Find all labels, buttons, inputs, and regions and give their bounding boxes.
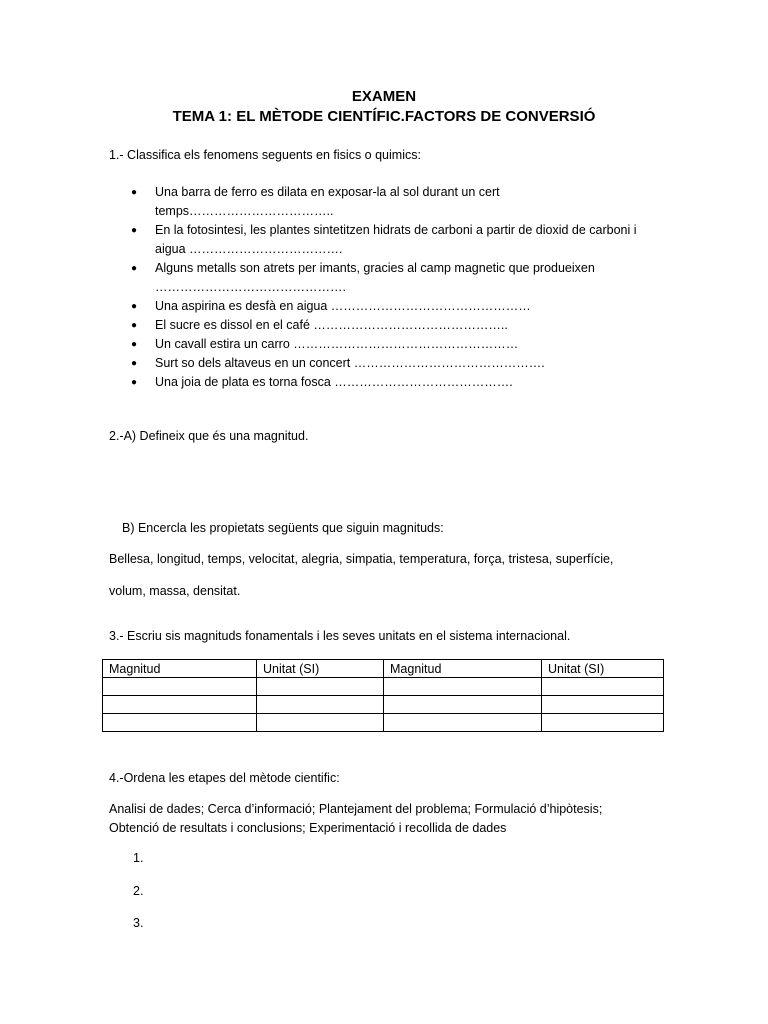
table-header-cell: Unitat (SI) xyxy=(257,660,384,678)
phenomena-list xyxy=(109,183,669,392)
answer-number-2: 2. xyxy=(133,884,144,898)
list-item: ● En la fotosintesi, les plantes sintetitzen hidrats de carboni a partir de dioxid de carboni i aigua ………………………………. xyxy=(109,221,669,259)
table-cell[interactable] xyxy=(257,714,384,732)
table-cell[interactable] xyxy=(103,696,257,714)
exam-subtitle: TEMA 1: EL MÈTODE CIENTÍFIC.FACTORS DE CONVERSIÓ xyxy=(172,108,596,125)
table-cell[interactable] xyxy=(384,678,542,696)
table-header-cell: Unitat (SI) xyxy=(542,660,664,678)
answer-number-3: 3. xyxy=(133,916,144,930)
list-item: ● Una aspirina es desfà en aigua ………………………………………… xyxy=(109,297,669,316)
answer-number-1: 1. xyxy=(133,851,144,865)
table-cell[interactable] xyxy=(103,714,257,732)
question-1-prompt: 1.- Classifica els fenomens seguents en fisics o quimics: xyxy=(109,148,421,162)
list-item: ● Un cavall estira un carro ……………………………………………… xyxy=(109,335,669,354)
list-item: ● Una joia de plata es torna fosca ……………………………………. xyxy=(109,373,669,392)
properties-line-2: volum, massa, densitat. xyxy=(109,584,241,598)
question-2b-prompt: B) Encercla les propietats següents que siguin magnituds: xyxy=(122,521,444,535)
table-row xyxy=(103,714,664,732)
table-row xyxy=(103,696,664,714)
table-cell[interactable] xyxy=(257,678,384,696)
table-cell[interactable] xyxy=(257,696,384,714)
table-cell[interactable] xyxy=(103,678,257,696)
question-4-prompt: 4.-Ordena les etapes del mètode cientific: xyxy=(109,771,340,785)
table-header-row xyxy=(103,660,664,678)
table-header-cell: Magnitud xyxy=(384,660,542,678)
question-3-prompt: 3.- Escriu sis magnituds fonamentals i les seves unitats en el sistema internacional. xyxy=(109,629,571,643)
steps-line-2: Obtenció de resultats i conclusions; Experimentació i recollida de dades xyxy=(109,821,507,835)
exam-title: EXAMEN xyxy=(351,88,417,105)
table-cell[interactable] xyxy=(384,714,542,732)
list-item: ● Surt so dels altaveus en un concert ………………………………………. xyxy=(109,354,669,373)
table-cell[interactable] xyxy=(542,714,664,732)
list-item: ● Una barra de ferro es dilata en exposar-la al sol durant un cert temps…………………………….. xyxy=(109,183,669,221)
table-cell[interactable] xyxy=(542,678,664,696)
properties-line-1: Bellesa, longitud, temps, velocitat, alegria, simpatia, temperatura, força, tristesa, superfície, xyxy=(109,552,614,566)
list-item: ● El sucre es dissol en el café ……………………………………….. xyxy=(109,316,669,335)
question-2a-prompt: 2.-A) Defineix que és una magnitud. xyxy=(109,429,309,443)
steps-line-1: Analisi de dades; Cerca d’informació; Plantejament del problema; Formulació d’hipòtesis; xyxy=(109,802,603,816)
table-row xyxy=(103,678,664,696)
table-header-cell: Magnitud xyxy=(103,660,257,678)
magnitudes-table xyxy=(102,659,664,732)
table-cell[interactable] xyxy=(384,696,542,714)
table-cell[interactable] xyxy=(542,696,664,714)
list-item: ● Alguns metalls son atrets per imants, gracies al camp magnetic que produeixen ………………………………………. xyxy=(109,259,669,297)
